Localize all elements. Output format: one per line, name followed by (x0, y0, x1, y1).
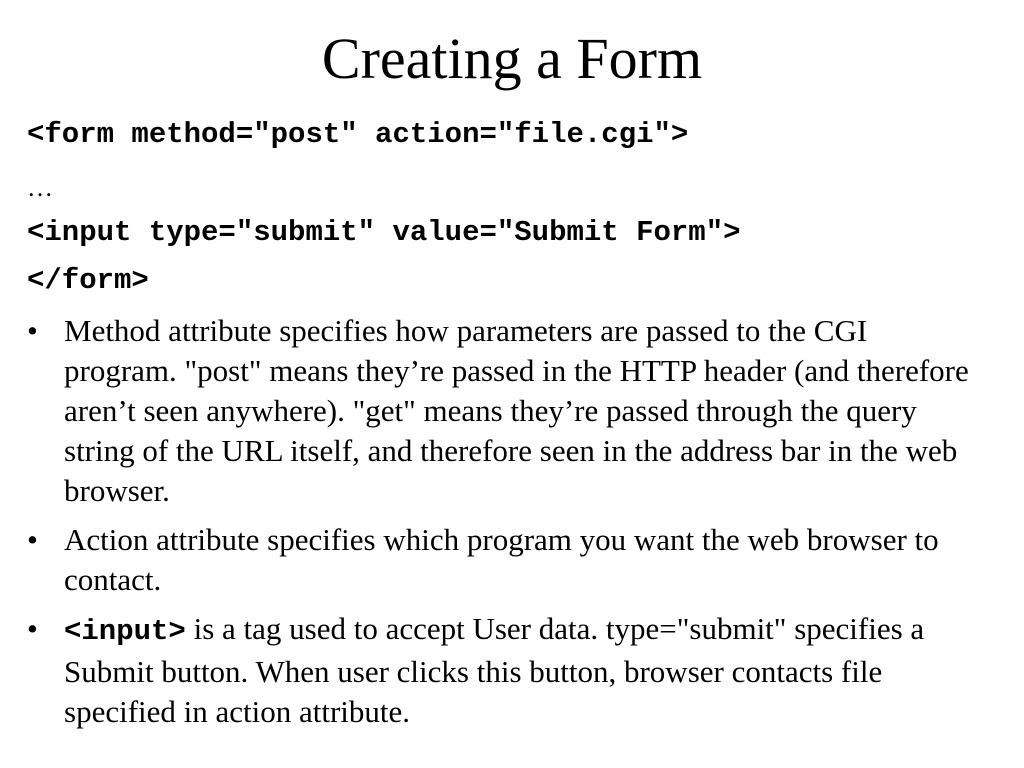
code-line-ellipsis: … (27, 173, 53, 202)
bullet-text-action: Action attribute specifies which program you want the web browser to contact. (64, 522, 939, 597)
bullet-text-input-wrapper (64, 609, 987, 732)
bullet-marker: • (27, 611, 38, 646)
bullet-action (27, 520, 987, 600)
slide-title: Creating a Form (321, 26, 703, 91)
code-line-form-close: </form> (27, 264, 149, 297)
bullet-marker: • (27, 522, 38, 557)
bullet-text-method: Method attribute specifies how parameters are passed to the CGI program. "post" means they’re passed in the HTTP header (and therefore aren’t seen anywhere). "get" means they’re passed through the query string of the URL itself, and therefore seen in the address bar in the web browser. (64, 313, 969, 508)
bullet-input (27, 609, 987, 732)
code-line-form-open: <form method="post" action="file.cgi"> (27, 118, 689, 151)
bullet-text-input: is a tag used to accept User data. type="submit" specifies a Submit button. When user clicks this button, browser contacts file specified in action attribute. (64, 611, 925, 729)
code-line-input-submit: <input type="submit" value="Submit Form"> (27, 216, 741, 249)
bullet-marker: • (27, 313, 38, 348)
bullet-method (27, 311, 987, 511)
inline-code-input-tag: <input> (64, 615, 186, 648)
